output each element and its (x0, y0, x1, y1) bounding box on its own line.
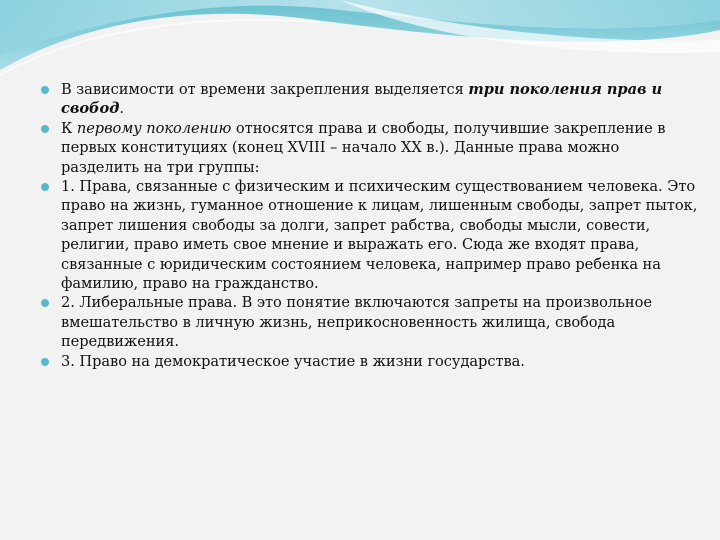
list-item (40, 119, 700, 177)
bullet-text: 1. Права, связанные с физическим и психическим существованием человека. Это право на жизнь, гуманное отношение к лицам, лишенным свободы, запрет пыток, запрет лишения свободы за долги, запрет рабства, свободы мысли, совести, религии, право иметь свое мнение и выражать его. Сюда же входят права, связанные с юридическим состоянием человека, например право ребенка на фамилию, право на гражданство. (61, 178, 698, 293)
bullet-text: . (119, 100, 124, 118)
bullet-text: 2. Либеральные права. В это понятие включаются запреты на произвольное вмешательство в личную жизнь, неприкосновенность жилища, свобода передвижения. (61, 294, 652, 351)
bullet-text: 3. Право на демократическое участие в жизни государства. (61, 352, 525, 370)
bullet-dot-icon (41, 358, 49, 366)
list-item (40, 177, 700, 293)
bullet-content (40, 80, 700, 371)
bullet-list (40, 80, 700, 371)
emphasis-text: три поколения прав и свобод (61, 81, 663, 118)
bullet-dot-icon (41, 299, 49, 307)
bullet-text: В зависимости от времени закрепления выделяется (61, 81, 469, 98)
list-item (40, 293, 700, 351)
bullet-dot-icon (41, 183, 49, 191)
bullet-text: относятся права и свободы, получившие закрепление в первых конституциях (конец XVIII – начало XX в.). Данные права можно разделить на три группы: (61, 119, 666, 176)
bullet-dot-icon (41, 86, 49, 94)
emphasis-text: первому поколению (76, 119, 232, 137)
list-item (40, 352, 700, 371)
bullet-text: К (61, 119, 77, 137)
header-wave-decoration (0, 0, 720, 90)
list-item (40, 80, 700, 119)
bullet-dot-icon (41, 125, 49, 133)
